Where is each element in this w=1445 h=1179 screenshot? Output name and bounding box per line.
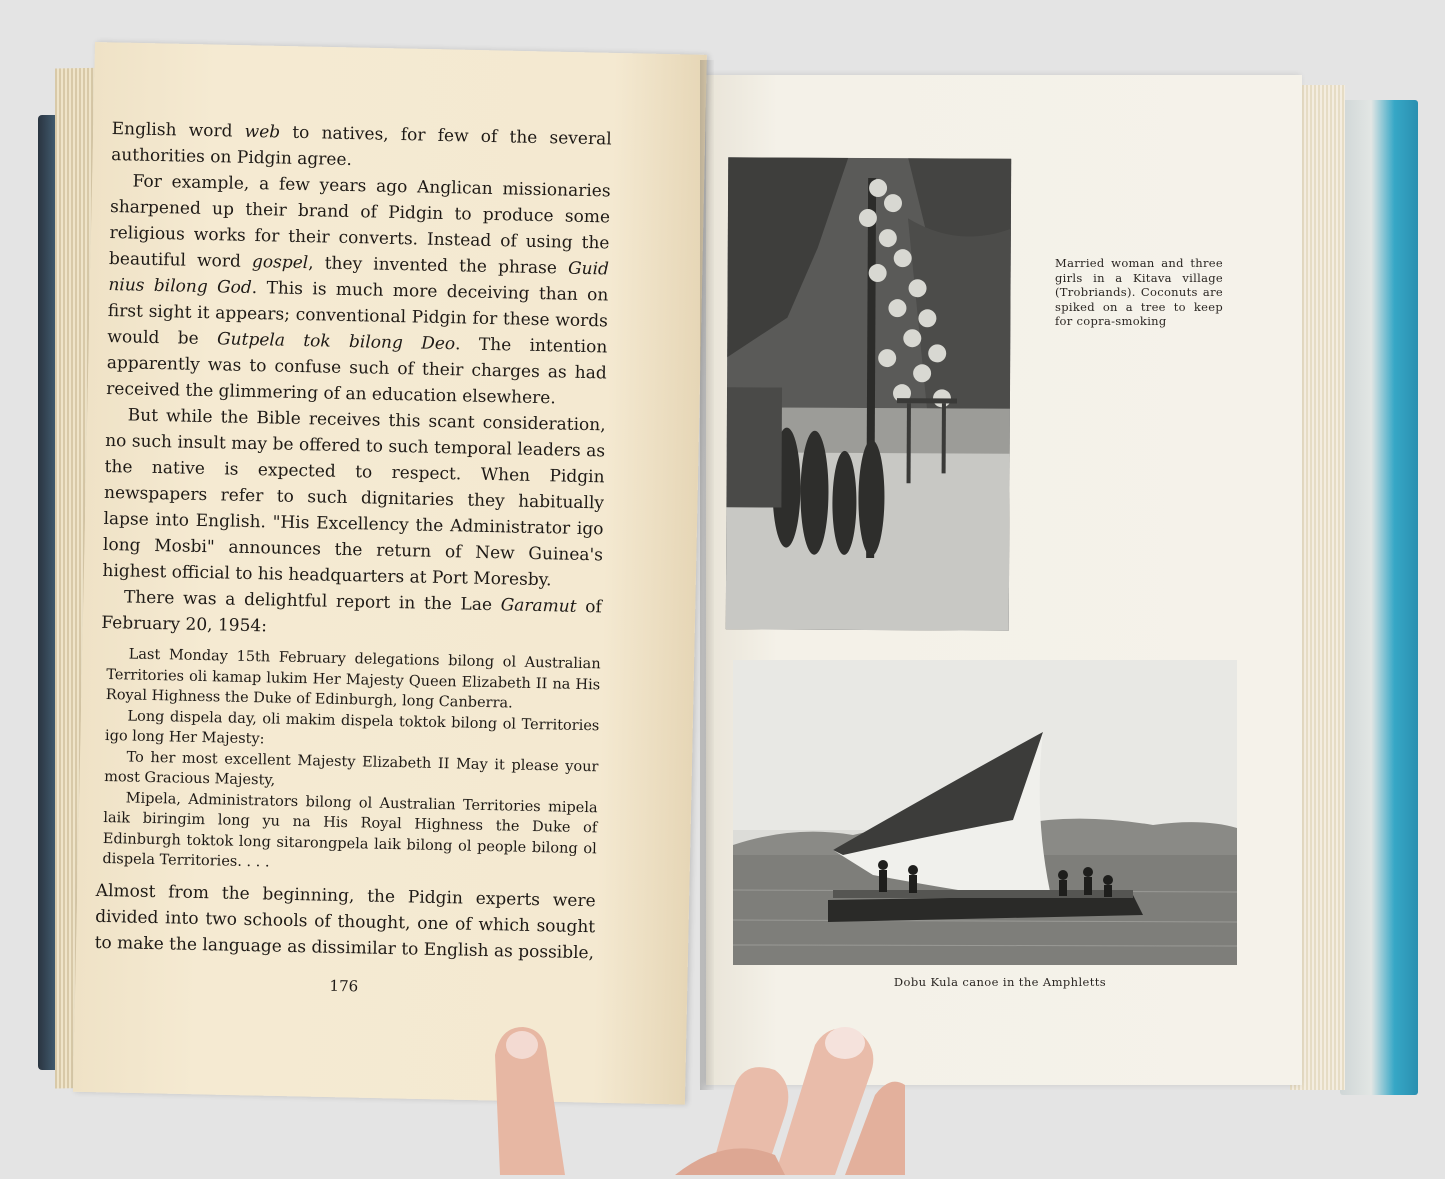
body-paragraph (101, 584, 602, 646)
italic-text: Gutpela tok bilong Deo (216, 329, 456, 355)
photo-dobu-kula-canoe (733, 660, 1237, 965)
body-paragraph (106, 168, 611, 412)
page-number: 176 (329, 976, 359, 995)
italic-text: web (244, 121, 281, 143)
text-run: English word (111, 118, 245, 142)
text-run: to natives, for few of the several authorities on Pidgin agree. (110, 122, 612, 171)
text-run: , they invented the phrase (307, 253, 569, 279)
body-paragraphs (101, 116, 612, 646)
text-run: . The intention apparently was to confuse such of their charges as had received the glimmering of an education elsewhere. (106, 334, 608, 409)
hand-holding-page (475, 1015, 905, 1175)
quote-line: Mipela, Administrators bilong ol Australian Territories mipela laik biringim long yu na His Royal Highness the Duke of Edinburgh toktok long sitarongpela laik bilong ol people bilong ol dispela Territories. . . . (102, 789, 598, 871)
text-run: But while the Bible receives this scant consideration, no such insult may be offered to such temporal leaders as the native is expected to respect. When Pidgin newspapers refer to such dignitaries they habitually lapse into English. "His Excellency the Administrator igo long Mosbi" announces the return of New Guinea's highest official to his headquarters at Port Moresby. (102, 405, 606, 591)
book-cover-right-edge (1340, 100, 1418, 1095)
italic-text: Garamut (500, 595, 577, 617)
text-run: There was a delightful report in the Lae (123, 587, 501, 616)
italic-text: Guid nius bilong God (108, 258, 610, 298)
text-run: of February 20, 1954: (101, 596, 603, 637)
quote-line: Last Monday 15th February delegations bilong ol Australian Territories oli kamap lukim Her Majesty Queen Elizabeth II na His Royal Highness the Duke of Edinburgh, long Canberra. (105, 646, 601, 712)
quote-line: Long dispela day, oli makim dispela toktok bilong ol Territories igo long Her Majesty: (104, 707, 600, 748)
left-page-text (94, 116, 612, 1004)
photo-kitava-village (726, 157, 1011, 630)
text-run: For example, a few years ago Anglican missionaries sharpened up their brand of Pidgin to produce some religious works for their converts. Instead of using the beautiful word (108, 171, 611, 272)
book-gutter (700, 60, 714, 1090)
closing-paragraph: Almost from the beginning, the Pidgin experts were divided into two schools of thought, one of which sought to make the language as dissimilar to English as possible, (94, 880, 596, 963)
caption-dobu-kula-canoe: Dobu Kula canoe in the Amphletts (893, 975, 1107, 989)
text-run: . This is much more deceiving than on first sight it appears; conventional Pidgin for these words would be (107, 277, 609, 350)
body-paragraph (102, 402, 606, 594)
quote-line: To her most excellent Majesty Elizabeth II May it please your most Gracious Majesty, (103, 748, 599, 789)
caption-kitava-village: Married woman and three girls in a Kitava village (Trobriands). Coconuts are spiked on a tree to keep for copra-smoking (1055, 256, 1223, 328)
quoted-report (96, 644, 601, 880)
italic-text: gospel (251, 251, 309, 274)
